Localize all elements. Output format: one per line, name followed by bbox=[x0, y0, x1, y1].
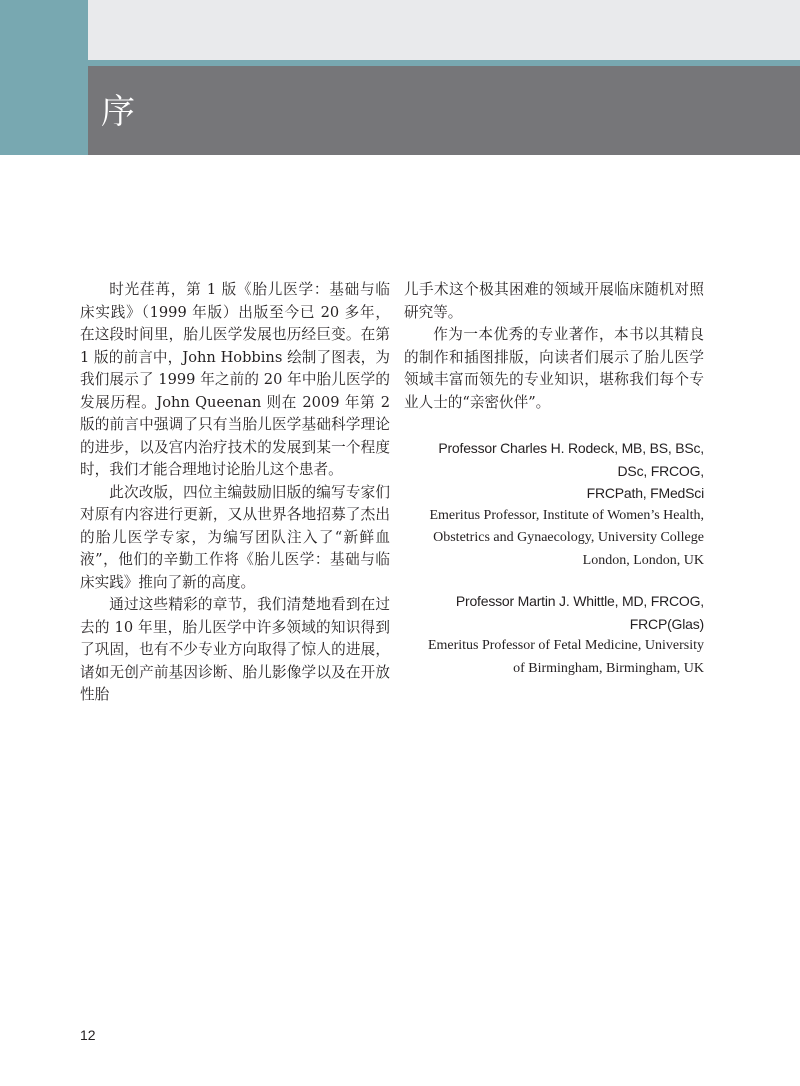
header-bar bbox=[88, 66, 800, 155]
signature-affiliation-line: Emeritus Professor, Institute of Women’s Health, bbox=[429, 507, 704, 523]
left-column bbox=[80, 279, 390, 707]
teal-corner-block bbox=[0, 0, 88, 155]
signature-affiliation-line: Obstetrics and Gynaecology, University College bbox=[433, 530, 704, 545]
paragraph: 时光荏苒，第 1 版《胎儿医学：基础与临床实践》（1999 年版）出版至今已 20 多年，在这段时间里，胎儿医学发展也历经巨变。在第 1 版的前言中，John Hobbins 绘制了图表，为我们展示了 1999 年之前的 20 年中胎儿医学的发展历程。John Queenan 则在 2009 年第 2 版的前言中强调了只有当胎儿医学基础科学理论的进步，以及宫内治疗技术的发展到某一个程度时，我们才能合理地讨论胎儿这个患者。 bbox=[80, 281, 390, 478]
page-number: 12 bbox=[80, 1027, 96, 1043]
signature-name-line: FRCPath, FMedSci bbox=[586, 485, 704, 501]
signature-affiliation-line: London, London, UK bbox=[582, 552, 704, 568]
signature-name-line: DSc, FRCOG, bbox=[617, 462, 704, 479]
signature-name-line: Professor Martin J. Whittle, MD, FRCOG, bbox=[455, 593, 704, 609]
signature-affiliation-line: of Birmingham, Birmingham, UK bbox=[513, 660, 704, 676]
signature-whittle bbox=[404, 590, 704, 680]
paragraph: 儿手术这个极其困难的领域开展临床随机对照研究等。 bbox=[404, 281, 704, 321]
paragraph: 作为一本优秀的专业著作，本书以其精良的制作和插图排版，向读者们展示了胎儿医学领域丰富而领先的专业知识，堪称我们每个专业人士的“亲密伙伴”。 bbox=[404, 326, 704, 411]
signature-name-line: Professor Charles H. Rodeck, MB, BS, BSc, bbox=[438, 440, 704, 456]
signature-affiliation-line: Emeritus Professor of Fetal Medicine, University bbox=[427, 638, 704, 653]
paragraph: 通过这些精彩的章节，我们清楚地看到在过去的 10 年里，胎儿医学中许多领域的知识得到了巩固，也有不少专业方向取得了惊人的进展，诸如无创产前基因诊断、胎儿影像学以及在开放性胎 bbox=[80, 596, 390, 703]
right-column bbox=[404, 279, 704, 680]
signature-rodeck bbox=[404, 437, 704, 572]
page-title: 序 bbox=[101, 92, 135, 132]
paragraph: 此次改版，四位主编鼓励旧版的编写专家们对原有内容进行更新，又从世界各地招募了杰出的胎儿医学专家，为编写团队注入了“新鲜血液”，他们的辛勤工作将《胎儿医学：基础与临床实践》推向了新的高度。 bbox=[80, 483, 390, 591]
header-light-band bbox=[88, 0, 800, 60]
signature-name-line: FRCP(Glas) bbox=[629, 615, 704, 632]
